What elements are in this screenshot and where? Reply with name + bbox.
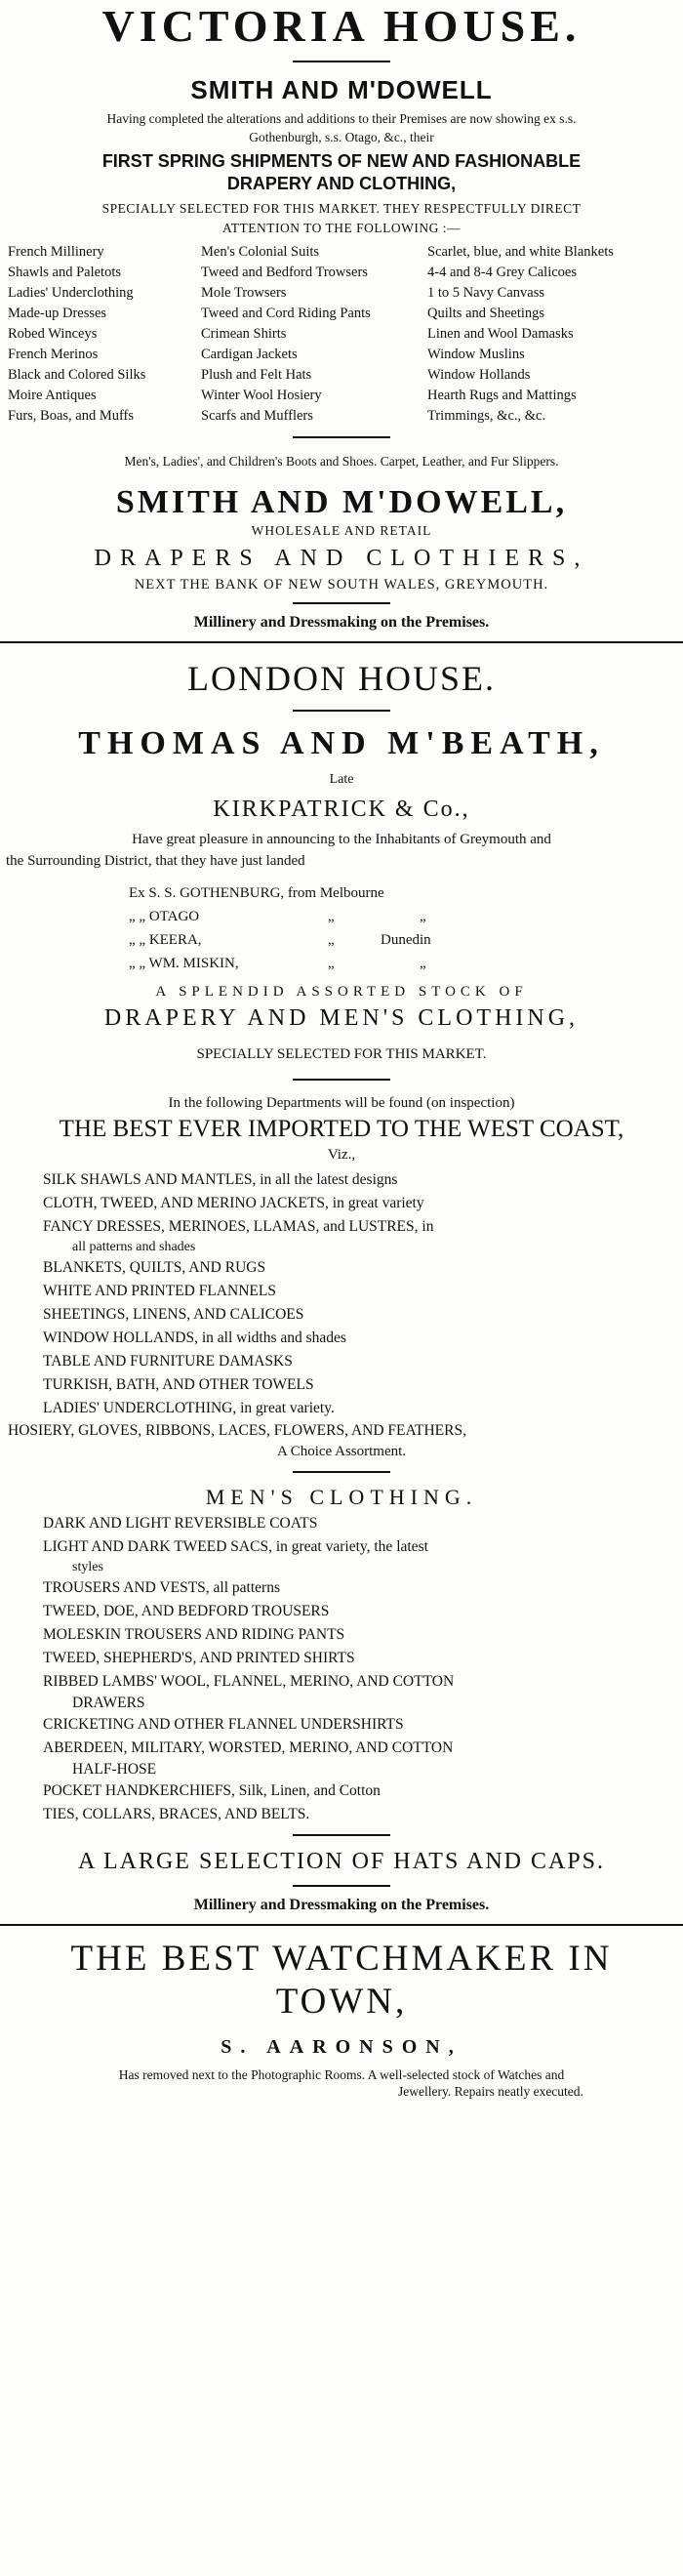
list-item: DRAWERS (72, 1695, 145, 1711)
ship-name: „ „ WM. MISKIN, (129, 956, 239, 971)
list-item: Robed Winceys (8, 326, 98, 342)
list-item: LADIES' UNDERCLOTHING, in great variety. (43, 1400, 335, 1416)
list-item: Mole Trowsers (201, 285, 287, 301)
goods-column-1 (8, 242, 201, 427)
drapery-and-clothing: DRAPERY AND CLOTHING, (226, 174, 457, 193)
list-item: Made-up Dresses (8, 306, 107, 321)
divider (293, 436, 390, 438)
drapery-list (0, 1168, 683, 1420)
list-item: Trimmings, &c., &c. (427, 408, 546, 424)
list-item: FANCY DRESSES, MERINOES, LLAMAS, and LUSTRES, in (43, 1218, 434, 1235)
list-item: Scarfs and Mufflers (201, 408, 313, 424)
list-item: Scarlet, blue, and white Blankets (427, 244, 614, 260)
town-title: TOWN, (275, 1982, 408, 2022)
ship-row (0, 881, 683, 905)
list-item: Quilts and Sheetings (427, 306, 545, 321)
aaronson-name: S. AARONSON, (221, 2036, 462, 2058)
list-item: TIES, COLLARS, BRACES, AND BELTS. (43, 1806, 310, 1822)
smith-mcdowell-heading: SMITH AND M'DOWELL (190, 75, 493, 104)
list-item: 4-4 and 8-4 Grey Calicoes (427, 265, 578, 280)
millinery-note: Millinery and Dressmaking on the Premises. (193, 614, 490, 631)
list-item: Window Hollands (427, 367, 531, 383)
mens-list (0, 1512, 683, 1826)
hosiery-line: HOSIERY, GLOVES, RIBBONS, LACES, FLOWERS, AND FEATHERS, (8, 1422, 466, 1439)
victoria-house-advertisement (0, 0, 683, 634)
goods-column-2 (201, 242, 427, 427)
london-intro-1: Have great pleasure in announcing to the Inhabitants of Greymouth and (132, 832, 551, 847)
section-divider (0, 641, 683, 643)
list-item: Furs, Boas, and Muffs (8, 408, 135, 424)
divider (293, 1471, 390, 1473)
list-item: Tweed and Cord Riding Pants (201, 306, 371, 321)
london-intro-2: the Surrounding District, that they have just landed (6, 853, 305, 869)
list-item: WINDOW HOLLANDS, in all widths and shades (43, 1329, 346, 1346)
list-item: ABERDEEN, MILITARY, WORSTED, MERINO, AND COTTON (43, 1739, 454, 1756)
divider (293, 1834, 390, 1836)
london-house-advertisement (0, 657, 683, 1916)
list-item: Men's Colonial Suits (201, 244, 320, 260)
wholesale-retail: WHOLESALE AND RETAIL (251, 523, 432, 538)
list-item: LIGHT AND DARK TWEED SACS, in great variety, the latest (43, 1538, 428, 1555)
list-item: styles (72, 1560, 103, 1574)
removed-line-1: Has removed next to the Photographic Rooms. A well-selected stock of Watches and (118, 2067, 565, 2082)
millinery-note-london: Millinery and Dressmaking on the Premises. (193, 1897, 490, 1913)
intro-line-2: Gothenburgh, s.s. Otago, &c., their (249, 130, 434, 144)
ship-from: „ (328, 909, 335, 924)
watchmaker-advertisement (0, 1938, 683, 2100)
ship-port: „ (420, 956, 426, 971)
attention-following: ATTENTION TO THE FOLLOWING :— (222, 221, 461, 235)
specially-selected-market: SPECIALLY SELECTED FOR THIS MARKET. (196, 1046, 487, 1062)
list-item: TWEED, SHEPHERD'S, AND PRINTED SHIRTS (43, 1650, 355, 1666)
ship-row (0, 952, 683, 975)
list-item: WHITE AND PRINTED FLANNELS (43, 1283, 276, 1299)
list-item: POCKET HANDKERCHIEFS, Silk, Linen, and Cotton (43, 1782, 381, 1799)
list-item: Moire Antiques (8, 388, 97, 403)
list-item: TURKISH, BATH, AND OTHER TOWELS (43, 1376, 314, 1393)
divider (293, 602, 390, 604)
ship-port: „ (420, 909, 426, 924)
ship-row (0, 905, 683, 928)
divider (293, 710, 390, 712)
address-line: NEXT THE BANK OF NEW SOUTH WALES, GREYMOUTH. (134, 577, 549, 593)
smith-mcdowell-footer: SMITH AND M'DOWELL, (115, 484, 568, 520)
list-item: Ladies' Underclothing (8, 285, 134, 301)
list-item: 1 to 5 Navy Canvass (427, 285, 545, 301)
list-item: Crimean Shirts (201, 326, 287, 342)
ship-port: Dunedin (381, 932, 431, 948)
list-item: Shawls and Paletots (8, 265, 121, 280)
divider (293, 1885, 390, 1887)
ships-table (0, 881, 683, 975)
best-watchmaker-title: THE BEST WATCHMAKER IN (70, 1939, 613, 1979)
splendid-stock: A SPLENDID ASSORTED STOCK OF (155, 984, 528, 1000)
list-item: Cardigan Jackets (201, 347, 298, 362)
ship-row (0, 928, 683, 952)
list-item: French Millinery (8, 244, 104, 260)
section-divider (0, 1924, 683, 1926)
london-house-title: LONDON HOUSE. (187, 659, 496, 698)
specially-selected: SPECIALLY SELECTED FOR THIS MARKET. THEY RESPECTFULLY DIRECT (101, 201, 582, 216)
list-item: HALF-HOSE (72, 1761, 157, 1778)
first-spring-shipments: FIRST SPRING SHIPMENTS OF NEW AND FASHIONABLE (101, 151, 582, 171)
viz-label: Viz., (327, 1147, 356, 1163)
victoria-house-title: VICTORIA HOUSE. (101, 1, 582, 51)
goods-columns (0, 242, 683, 427)
list-item: TABLE AND FURNITURE DAMASKS (43, 1353, 293, 1370)
list-item: MOLESKIN TROUSERS AND RIDING PANTS (43, 1626, 345, 1643)
hats-and-caps: A LARGE SELECTION OF HATS AND CAPS. (77, 1849, 606, 1874)
ship-from: „ (328, 932, 335, 948)
list-item: Window Muslins (427, 347, 525, 362)
thomas-mbeath-heading: THOMAS AND M'BEATH, (78, 725, 605, 761)
list-item: RIBBED LAMBS' WOOL, FLANNEL, MERINO, AND COTTON (43, 1673, 455, 1690)
list-item: CRICKETING AND OTHER FLANNEL UNDERSHIRTS (43, 1716, 404, 1733)
ship-name: Ex S. S. GOTHENBURG, from Melbourne (129, 885, 384, 901)
list-item: DARK AND LIGHT REVERSIBLE COATS (43, 1515, 318, 1532)
list-item: Linen and Wool Damasks (427, 326, 574, 342)
departments-line: In the following Departments will be found (on inspection) (168, 1095, 515, 1111)
removed-line-2: Jewellery. Repairs neatly executed. (398, 2084, 583, 2099)
list-item: BLANKETS, QUILTS, AND RUGS (43, 1259, 266, 1276)
intro-line-1: Having completed the alterations and additions to their Premises are now showing ex s.s. (106, 111, 577, 126)
list-item: Hearth Rugs and Mattings (427, 388, 577, 403)
list-item: all patterns and shades (72, 1240, 196, 1254)
late-label: Late (329, 772, 354, 787)
list-item: Winter Wool Hosiery (201, 388, 322, 403)
list-item: Plush and Felt Hats (201, 367, 312, 383)
boots-and-shoes: Men's, Ladies', and Children's Boots and Shoes. Carpet, Leather, and Fur Slippers. (124, 454, 559, 469)
ship-name: „ „ KEERA, (129, 932, 202, 948)
best-ever-imported: THE BEST EVER IMPORTED TO THE WEST COAST, (59, 1116, 624, 1142)
ship-name: „ „ OTAGO (129, 909, 200, 924)
mens-clothing-heading: MEN'S CLOTHING. (205, 1485, 478, 1509)
list-item: TWEED, DOE, AND BEDFORD TROUSERS (43, 1603, 330, 1619)
list-item: Tweed and Bedford Trowsers (201, 265, 368, 280)
choice-assortment: A Choice Assortment. (276, 1444, 407, 1459)
list-item: CLOTH, TWEED, AND MERINO JACKETS, in great variety (43, 1195, 424, 1211)
list-item: TROUSERS AND VESTS, all patterns (43, 1579, 280, 1596)
list-item: SHEETINGS, LINENS, AND CALICOES (43, 1306, 304, 1323)
divider (293, 61, 390, 62)
ship-from: „ (328, 956, 335, 971)
list-item: SILK SHAWLS AND MANTLES, in all the latest designs (43, 1171, 398, 1188)
kirkpatrick-heading: KIRKPATRICK & Co., (213, 797, 470, 822)
goods-column-3 (427, 242, 683, 427)
divider (293, 1079, 390, 1081)
list-item: Black and Colored Silks (8, 367, 146, 383)
drapery-mens-clothing: DRAPERY AND MEN'S CLOTHING, (103, 1005, 580, 1031)
drapers-clothiers: DRAPERS AND CLOTHIERS, (94, 546, 589, 571)
list-item: French Merinos (8, 347, 99, 362)
